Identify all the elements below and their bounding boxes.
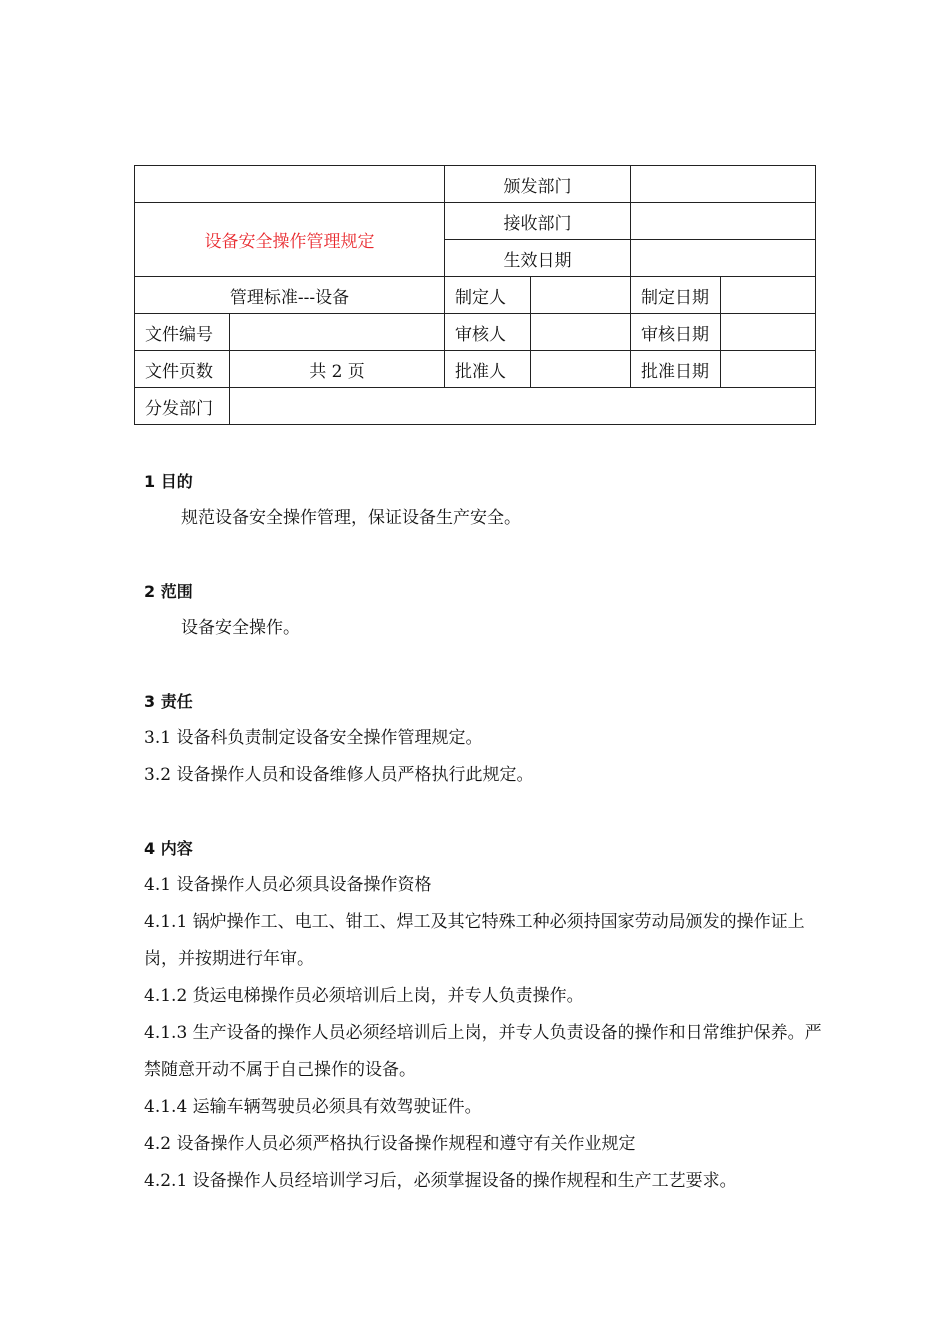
issue-dept-label: 颁发部门 xyxy=(445,166,631,203)
effective-date-label: 生效日期 xyxy=(445,240,631,277)
content-item: 4.1 设备操作人员必须具设备操作资格 xyxy=(144,875,432,895)
page-count-value: 共 2 页 xyxy=(230,351,445,388)
document-body xyxy=(144,463,824,1200)
purpose-text: 规范设备安全操作管理，保证设备生产安全。 xyxy=(181,508,521,528)
drafter-value xyxy=(531,277,631,314)
content-item: 4.1.2 货运电梯操作员必须培训后上岗，并专人负责操作。 xyxy=(144,986,584,1006)
document-header-table xyxy=(134,165,816,425)
approver-value xyxy=(531,351,631,388)
content-item: 4.1.4 运输车辆驾驶员必须具有效驾驶证件。 xyxy=(144,1097,482,1117)
content-item: 4.1.3 生产设备的操作人员必须经培训后上岗，并专人负责设备的操作和日常维护保养。严禁随意开动不属于自己操作的设备。 xyxy=(144,1023,822,1080)
section-title-responsibility: 3 责任 xyxy=(144,692,193,711)
distribution-label: 分发部门 xyxy=(135,388,230,425)
content-item: 4.2.1 设备操作人员经培训学习后，必须掌握设备的操作规程和生产工艺要求。 xyxy=(144,1171,737,1191)
section-title-purpose: 1 目的 xyxy=(144,472,193,491)
responsibility-item: 3.2 设备操作人员和设备维修人员严格执行此规定。 xyxy=(144,765,534,785)
draft-date-label: 制定日期 xyxy=(631,277,721,314)
draft-date-value xyxy=(721,277,816,314)
document-title: 设备安全操作管理规定 xyxy=(135,203,445,277)
doc-number-label: 文件编号 xyxy=(135,314,230,351)
page-count-label: 文件页数 xyxy=(135,351,230,388)
distribution-value xyxy=(230,388,816,425)
approve-date-value xyxy=(721,351,816,388)
effective-date-value xyxy=(631,240,816,277)
approver-label: 批准人 xyxy=(445,351,531,388)
section-title-content: 4 内容 xyxy=(144,839,193,858)
review-date-value xyxy=(721,314,816,351)
approve-date-label: 批准日期 xyxy=(631,351,721,388)
title-cell-top xyxy=(135,166,445,203)
responsibility-item: 3.1 设备科负责制定设备安全操作管理规定。 xyxy=(144,728,483,748)
section-title-scope: 2 范围 xyxy=(144,582,193,601)
doc-number-value xyxy=(230,314,445,351)
issue-dept-value xyxy=(631,166,816,203)
content-item: 4.2 设备操作人员必须严格执行设备操作规程和遵守有关作业规定 xyxy=(144,1134,636,1154)
receive-dept-label: 接收部门 xyxy=(445,203,631,240)
drafter-label: 制定人 xyxy=(445,277,531,314)
scope-text: 设备安全操作。 xyxy=(181,618,300,638)
receive-dept-value xyxy=(631,203,816,240)
review-date-label: 审核日期 xyxy=(631,314,721,351)
reviewer-value xyxy=(531,314,631,351)
content-item: 4.1.1 锅炉操作工、电工、钳工、焊工及其它特殊工种必须持国家劳动局颁发的操作证上岗，并按期进行年审。 xyxy=(144,912,805,969)
reviewer-label: 审核人 xyxy=(445,314,531,351)
document-category: 管理标准---设备 xyxy=(135,277,445,314)
